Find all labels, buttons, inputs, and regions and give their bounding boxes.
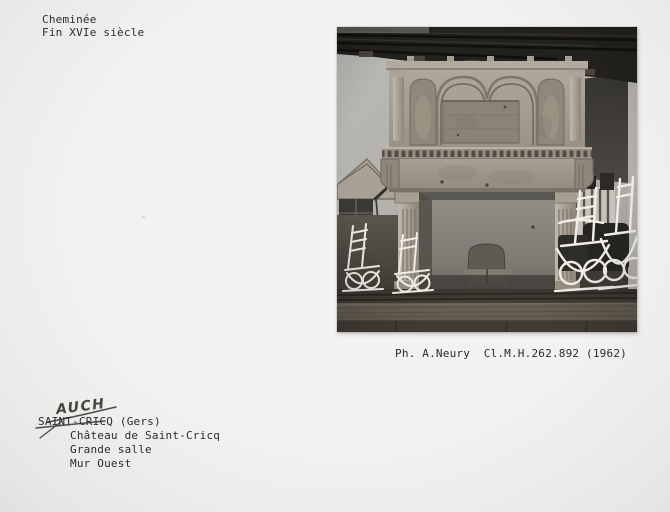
location-detail-line: Grande salle	[70, 443, 152, 456]
subject-line: Cheminée	[42, 13, 97, 26]
fireplace-photo-art	[337, 27, 637, 332]
location-detail-line: Château de Saint-Cricq	[70, 429, 221, 442]
location-department: (Gers)	[113, 415, 161, 428]
struck-location-name: SAINT-CRICQ	[38, 415, 114, 428]
location-block	[38, 415, 220, 471]
handwritten-correction: AUCH	[55, 396, 107, 418]
subject-caption	[42, 13, 144, 39]
photo-vignette	[337, 27, 637, 332]
location-detail-line: Mur Ouest	[70, 457, 132, 470]
paper-speck	[142, 216, 145, 218]
location-line	[38, 415, 220, 429]
period-line: Fin XVIe siècle	[42, 26, 145, 39]
photo-credit-caption: Ph. A.Neury Cl.M.H.262.892 (1962)	[395, 347, 627, 360]
fireplace-photo	[337, 27, 637, 332]
location-details	[70, 429, 220, 471]
